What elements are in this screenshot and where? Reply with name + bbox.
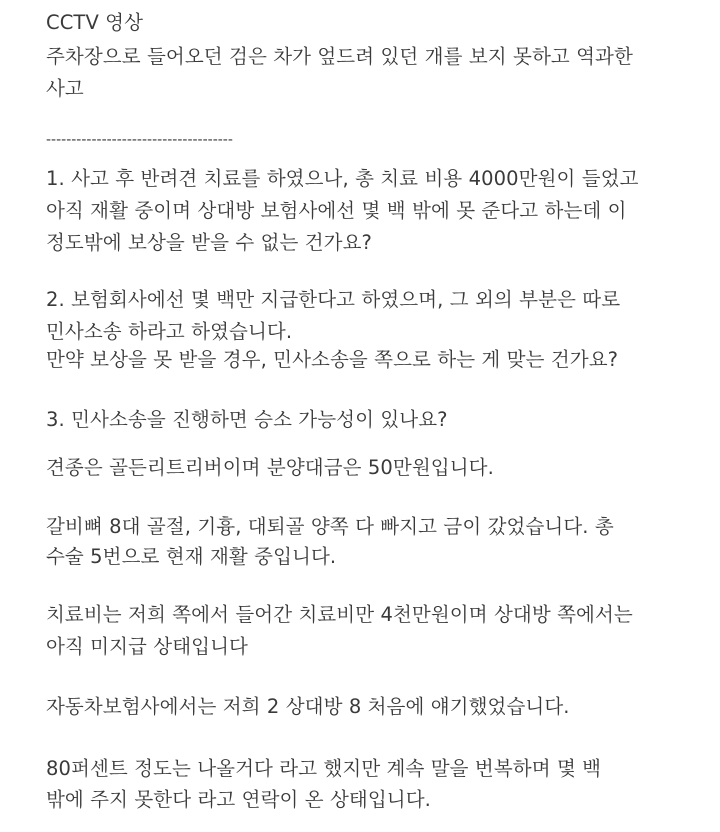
- question-2-line-3: 만약 보상을 못 받을 경우, 민사소송을 쪽으로 하는 게 맞는 건가요?: [46, 348, 619, 371]
- question-1-line-1: 1. 사고 후 반려견 치료를 하였으나, 총 치료 비용 4000만원이 들었고: [46, 167, 639, 190]
- paragraph-injury-line-2: 수술 5번으로 현재 재활 중입니다.: [46, 545, 337, 568]
- paragraph-injury-line-1: 갈비뼈 8대 골절, 기흉, 대퇴골 양쪽 다 빠지고 금이 갔었습니다. 총: [46, 515, 614, 538]
- paragraph-fault-ratio: 자동차보험사에서는 저희 2 상대방 8 처음에 얘기했었습니다.: [46, 695, 570, 718]
- question-1-line-3: 정도밖에 보상을 받을 수 없는 건가요?: [46, 231, 372, 254]
- header-line-3: 사고: [46, 77, 84, 100]
- question-3-line-1: 3. 민사소송을 진행하면 승소 가능성이 있나요?: [46, 408, 448, 431]
- paragraph-cost-line-2: 아직 미지급 상태입니다: [46, 635, 248, 658]
- paragraph-status-line-1: 80퍼센트 정도는 나올거다 라고 했지만 계속 말을 번복하며 몇 백: [46, 757, 602, 780]
- header-line-1: CCTV 영상: [46, 11, 144, 34]
- header-line-2: 주차장으로 들어오던 검은 차가 엎드려 있던 개를 보지 못하고 역과한: [46, 45, 633, 68]
- question-2-line-2: 민사소송 하라고 하였습니다.: [46, 320, 293, 343]
- paragraph-breed: 견종은 골든리트리버이며 분양대금은 50만원입니다.: [46, 456, 494, 479]
- paragraph-cost-line-1: 치료비는 저희 쪽에서 들어간 치료비만 4천만원이며 상대방 쪽에서는: [46, 603, 633, 626]
- question-1-line-2: 아직 재활 중이며 상대방 보험사에선 몇 백 밖에 못 준다고 하는데 이: [46, 199, 627, 222]
- question-2-line-1: 2. 보험회사에선 몇 백만 지급한다고 하였으며, 그 외의 부분은 따로: [46, 288, 621, 311]
- separator-line: -------------------------------------: [46, 132, 233, 148]
- paragraph-status-line-2: 밖에 주지 못한다 라고 연락이 온 상태입니다.: [46, 788, 431, 811]
